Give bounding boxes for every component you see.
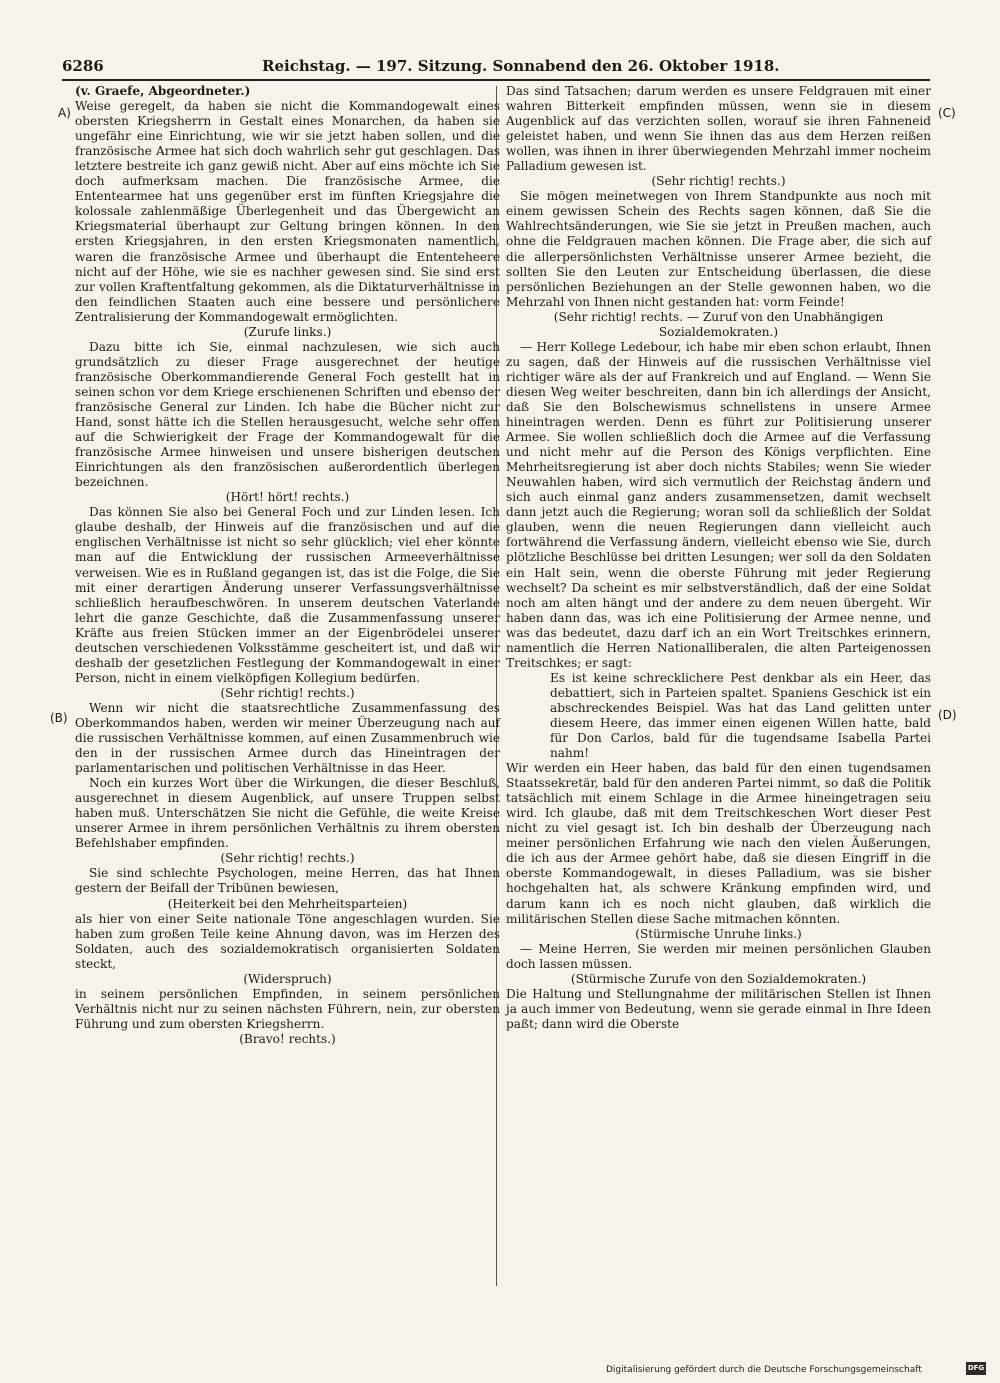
- page-header: [62, 55, 930, 79]
- page-number: 6286: [62, 57, 104, 75]
- paragraph: Sie sind schlechte Psychologen, meine Herren, das hat Ihnen gestern der Beifall der Tribünen bewiesen,: [75, 866, 500, 896]
- interjection: (Widerspruch): [243, 971, 332, 986]
- paragraph: — Herr Kollege Ledebour, ich habe mir eben schon erlaubt, Ihnen zu sagen, daß der Hinweis auf die russischen Verhältnisse viel richtiger wäre als der auf Frankreich und auf England. — Wenn Sie diesen Weg weiter beschreiten, dann bin ich allerdings der Ansicht, daß Sie den Bolschewismus schnellstens in unsere Armee hineintragen werden. Denn es führt zur Politisierung unserer Armee. Sie wollen schließlich doch die Armee auf die Verfassung und nicht mehr auf die Person des Königs verpflichten. Eine Mehrheitsregierung ist aber doch nichts Stabiles; wenn Sie wieder Neuwahlen haben, wird sich vermutlich der Reichstag ändern und sich auch einmal ganz anders zusammensetzen, damit wechselt dann jetzt auch die Regierung; woran soll da schließlich der Soldat glauben, wenn die neuen Regierungen dann vielleicht auch fortwährend die Verfassung ändern, vielleicht ebenso wie Sie, durch plötzliche Beschlüsse bei dritten Lesungen; wer soll da den Soldaten ein Halt sein, wenn die oberste Führung mit jeder Regierung wechselt? Da scheint es mir selbstverständlich, daß der eine Soldat noch am alten hängt und der andere zu dem neuen übergeht. Wir haben dann das, was ich eine Politisierung der Armee nenne, und was das bedeutet, dazu darf ich an ein Wort Treitschkes erinnern, namentlich die Herren Nationalliberalen, die alten Parteigenossen Treitschkes; er sagt:: [506, 339, 931, 670]
- left-column: [75, 84, 500, 1047]
- digitization-credit: Digitalisierung gefördert durch die Deutsche Forschungsgemeinschaft: [606, 1365, 922, 1375]
- paragraph: Wir werden ein Heer haben, das bald für den einen tugendsamen Staatssekretär, bald für den anderen Partei nimmt, so daß die Politik tatsächlich mit einem Schlage in die Armee hineingetragen seiu wird. Ich glaube, daß mit dem Treitschkeschen Wort dieser Pest nicht zu viel gesagt ist. Ich bin deshalb der Überzeugung nach meiner persönlichen Erfahrung wie nach den vielen Äußerungen, die ich aus der Armee gehört habe, daß sie diesen Eingriff in die oberste Kommandogewalt, in dieses Palladium, was sie bisher hochgehalten hat, als schwere Kränkung empfinden wird, und darum kann ich es noch nicht glauben, daß wirklich die militärischen Stellen diese Sache mitmachen könnten.: [506, 761, 931, 926]
- paragraph: in seinem persönlichen Empfinden, in seinem persönlichen Verhältnis nicht nur zu seinen nächsten Führern, nein, zur obersten Führung und zum obersten Kriegsherrn.: [75, 986, 500, 1031]
- margin-mark-b: (B): [50, 711, 68, 725]
- interjection: (Sehr richtig! rechts. — Zuruf von den Unabhängigen Sozialdemokraten.): [553, 309, 884, 339]
- paragraph: Dazu bitte ich Sie, einmal nachzulesen, wie sich auch grundsätzlich zu dieser Frage ausgerechnet der heutige französische Oberkommandierende General Foch gestellt hat in seinen schon vor dem Kriege erschienenen Schriften und ebenso der französische General zur Linden. Ich habe die Bücher nicht zur Hand, sonst hätte ich die Stellen herausgesucht, welche sehr offen auf die Schwierigkeit der Frage der Kommandogewalt für die französische Armee hinweisen und unsere bisherigen deutschen Einrichtungen als den französischen außerordentlich überlegen bezeichnen.: [75, 339, 500, 490]
- paragraph: Wenn wir nicht die staatsrechtliche Zusammenfassung des Oberkommandos haben, werden wir meiner Überzeugung nach auf die russischen Verhältnisse kommen, auf einen Zusammenbruch wie den in der russischen Armee durch das Hineintragen der parlamentarischen und politischen Verhältnisse in das Heer.: [75, 700, 500, 776]
- paragraph: Die Haltung und Stellungnahme der militärischen Stellen ist Ihnen ja auch immer von Bedeutung, wenn sie gerade einmal in Ihre Ideen paßt; dann wird die Oberste: [506, 986, 931, 1031]
- interjection: (Zurufe links.): [243, 324, 332, 339]
- paragraph: Weise geregelt, da haben sie nicht die Kommandogewalt eines obersten Kriegsherrn in Gestalt eines Monarchen, da haben sie ungefähr eine Einrichtung, wie wir sie jetzt haben sollen, und die französische Armee hat sich doch wahrlich sehr gut geschlagen. Das letztere bestreite ich ganz gewiß nicht. Aber auf eins möchte ich Sie doch aufmerksam machen. Die französische Armee, die Ententearmee hat uns gegenüber erst im fünften Kriegsjahre die kolossale zahlenmäßige Überlegenheit und das Übergewicht an Kriegsmaterial überhaupt zur Geltung bringen können. In den ersten Kriegsjahren, in den ersten Kriegsmonaten namentlich, waren die französische Armee und überhaupt die Ententeheere nicht auf der Höhe, wie sie es nachher gewesen sind. Sie sind erst zur vollen Kraftentfaltung gekommen, als die Diktaturverhältnisse in den feindlichen Staaten auch eine bessere und persönlichere Zentralisierung der Kommandogewalt ermöglichten.: [75, 99, 500, 324]
- margin-mark-d: (D): [938, 708, 957, 722]
- running-title: Reichstag. — 197. Sitzung. Sonnabend den 26. Oktober 1918.: [262, 57, 780, 75]
- interjection: (Heiterkeit bei den Mehrheitsparteien): [167, 896, 408, 911]
- paragraph: — Meine Herren, Sie werden mir meinen persönlichen Glauben doch lassen müssen.: [506, 941, 931, 971]
- interjection: (Stürmische Unruhe links.): [635, 926, 802, 941]
- interjection: (Stürmische Zurufe von den Sozialdemokraten.): [570, 971, 867, 986]
- dfg-logo: DFG: [966, 1362, 986, 1375]
- interjection: (Sehr richtig! rechts.): [651, 174, 786, 189]
- paragraph: Noch ein kurzes Wort über die Wirkungen, die dieser Beschluß, ausgerechnet in diesem Augenblick, auf unsere Truppen selbst haben muß. Unterschätzen Sie nicht die Gefühle, die weite Kreise unserer Armee in ihrem persönlichen Verhältnis zu ihrem obersten Befehlshaber empfinden.: [75, 776, 500, 851]
- right-column: [506, 84, 931, 1032]
- paragraph: Das können Sie also bei General Foch und zur Linden lesen. Ich glaube deshalb, der Hinweis auf die französischen und auf die englischen Verhältnisse ist nicht so sehr glücklich; viel eher könnte man auf die Entwicklung der russischen Armeeverhältnisse verweisen. Wie es in Rußland gegangen ist, das ist die Folge, die Sie mit einer derartigen Änderung unserer Verfassungsverhältnisse schließlich heraufbeschwören. In unserem deutschen Vaterlande lehrt die ganze Geschichte, daß die Zusammenfassung unserer Kräfte aus freien Stücken immer an der Eigenbrödelei unserer deutschen verschiedenen Volksstämme gescheitert ist, und daß wir deshalb der gesetzlichen Festlegung der Kommandogewalt in einer Person, nicht in einem vielköpfigen Kollegium bedürfen.: [75, 505, 500, 685]
- header-rule: [62, 79, 930, 81]
- paragraph: Das sind Tatsachen; darum werden es unsere Feldgrauen mit einer wahren Bitterkeit empfinden müssen, wenn sie in diesem Augenblick auf das verzichten sollen, worauf sie ihren Fahneneid geleistet haben, und wenn Sie ihnen das aus dem Herzen reißen wollen, was ihnen in ihrer überwiegenden Mehrzahl immer nocheim Palladium gewesen ist.: [506, 84, 931, 174]
- speaker-label: (v. Graefe, Abgeordneter.): [75, 84, 251, 98]
- interjection: (Hört! hört! rechts.): [225, 490, 350, 505]
- quotation: Es ist keine schrecklichere Pest denkbar als ein Heer, das debattiert, sich in Parteien spaltet. Spaniens Geschick ist ein abschreckendes Beispiel. Was hat das Land gelitten unter diesem Heere, das immer einen eigenen Willen hatte, bald für Don Carlos, bald für die tugendsame Isabella Partei nahm!: [550, 670, 931, 761]
- paragraph: als hier von einer Seite nationale Töne angeschlagen wurden. Sie haben zum großen Teile keine Ahnung davon, was im Herzen des Soldaten, auch des sozialdemokratisch organisierten Soldaten steckt,: [75, 911, 500, 971]
- margin-mark-a: A): [58, 106, 71, 120]
- margin-mark-c: (C): [938, 106, 956, 120]
- interjection: (Sehr richtig! rechts.): [220, 685, 355, 700]
- paragraph: Sie mögen meinetwegen von Ihrem Standpunkte aus noch mit einem gewissen Schein des Rechts sagen können, daß Sie die Wahlrechtsänderungen, wie Sie sie jetzt in Preußen machen, auch ohne die Feldgrauen machen können. Die Frage aber, die sich auf die allerpersönlichsten Verhältnisse unserer Armee bezieht, die sollten Sie den Leuten zur Entscheidung überlassen, die diese persönlichen Beziehungen an der Stelle gewonnen haben, wo die Mehrzahl von Ihnen nicht gestanden hat: vorm Feinde!: [506, 189, 931, 309]
- interjection: (Sehr richtig! rechts.): [220, 851, 355, 866]
- interjection: (Bravo! rechts.): [239, 1031, 336, 1046]
